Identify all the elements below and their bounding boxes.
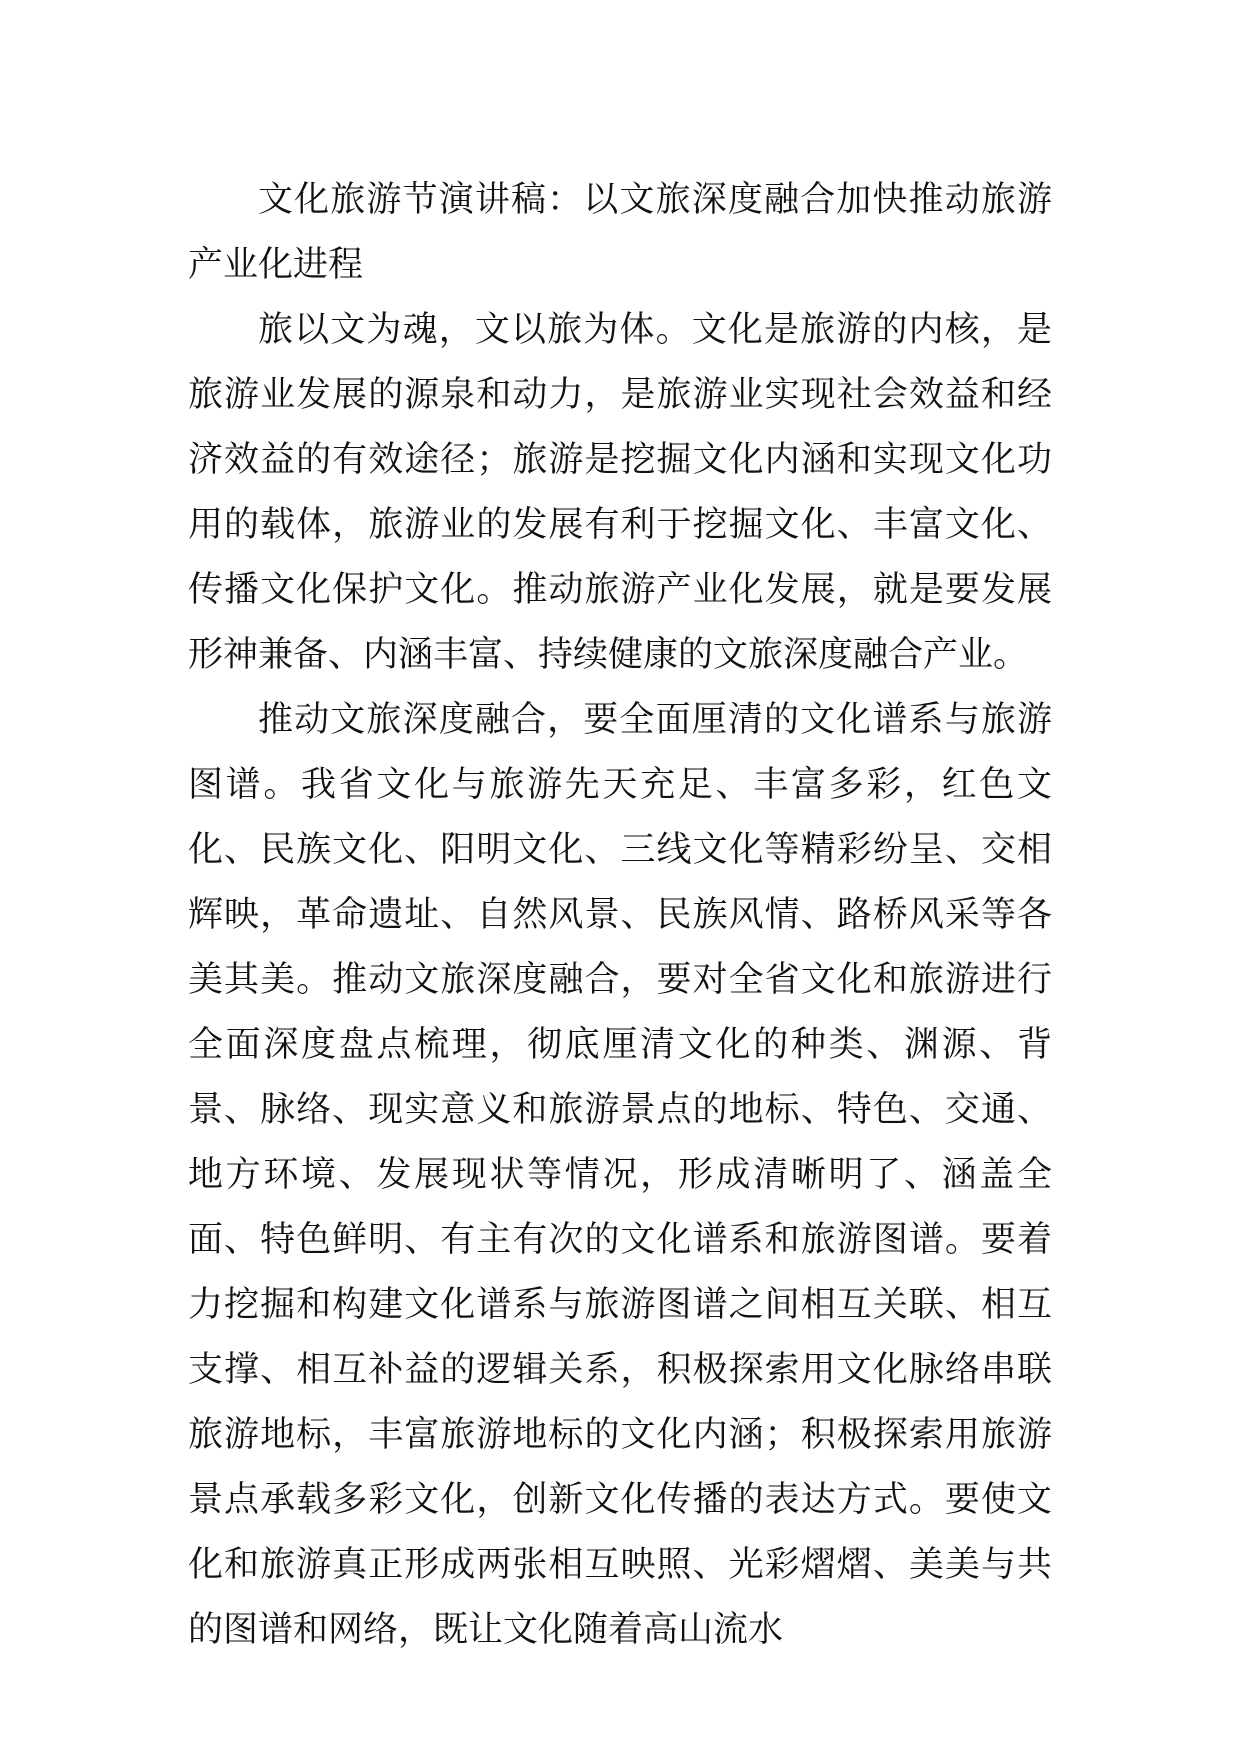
paragraph-1: 旅以文为魂，文以旅为体。文化是旅游的内核，是旅游业发展的源泉和动力，是旅游业实现社会效益和经济效益的有效途径；旅游是挖掘文化内涵和实现文化功用的载体，旅游业的发展有利于挖掘文化、丰富文化、传播文化保护文化。推动旅游产业化发展，就是要发展形神兼备、内涵丰富、持续健康的文旅深度融合产业。	[188, 310, 1052, 675]
document-title: 文化旅游节演讲稿：以文旅深度融合加快推动旅游产业化进程	[188, 180, 1052, 285]
document-body	[188, 168, 1052, 1663]
paragraph-2: 推动文旅深度融合，要全面厘清的文化谱系与旅游图谱。我省文化与旅游先天充足、丰富多彩，红色文化、民族文化、阳明文化、三线文化等精彩纷呈、交相辉映，革命遗址、自然风景、民族风情、路桥风采等各美其美。推动文旅深度融合，要对全省文化和旅游进行全面深度盘点梳理，彻底厘清文化的种类、渊源、背景、脉络、现实意义和旅游景点的地标、特色、交通、地方环境、发展现状等情况，形成清晰明了、涵盖全面、特色鲜明、有主有次的文化谱系和旅游图谱。要着力挖掘和构建文化谱系与旅游图谱之间相互关联、相互支撑、相互补益的逻辑关系，积极探索用文化脉络串联旅游地标，丰富旅游地标的文化内涵；积极探索用旅游景点承载多彩文化，创新文化传播的表达方式。要使文化和旅游真正形成两张相互映照、光彩熠熠、美美与共的图谱和网络，既让文化随着高山流水	[188, 700, 1052, 1650]
